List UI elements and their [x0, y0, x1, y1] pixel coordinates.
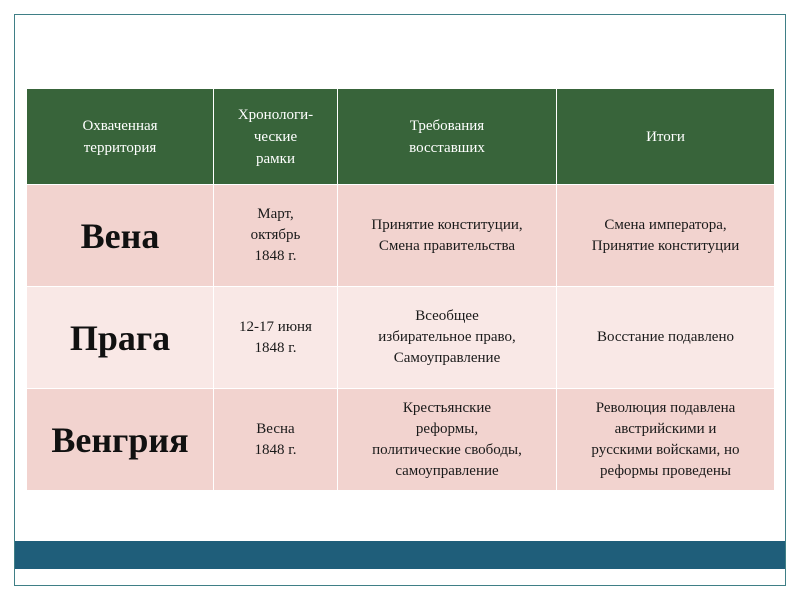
dates-cell: Весна 1848 г.	[214, 389, 338, 491]
demands-cell: Крестьянские реформы, политические свободы, самоуправление	[338, 389, 557, 491]
table-row-prague	[27, 287, 775, 389]
table-row-hungary	[27, 389, 775, 491]
city-cell: Прага	[27, 287, 214, 389]
dates-cell: Март, октябрь 1848 г.	[214, 185, 338, 287]
results-cell: Революция подавлена австрийскими и русскими войсками, но реформы проведены	[557, 389, 775, 491]
table-row-vienna	[27, 185, 775, 287]
header-chronology: Хронологи- ческие рамки	[214, 89, 338, 185]
header-row	[27, 89, 775, 185]
uprisings-table	[26, 88, 775, 491]
header-results: Итоги	[557, 89, 775, 185]
header-demands: Требования восставших	[338, 89, 557, 185]
bottom-bar	[15, 541, 785, 569]
city-cell: Венгрия	[27, 389, 214, 491]
header-territory: Охваченная территория	[27, 89, 214, 185]
results-cell: Восстание подавлено	[557, 287, 775, 389]
dates-cell: 12-17 июня 1848 г.	[214, 287, 338, 389]
demands-cell: Всеобщее избирательное право, Самоуправление	[338, 287, 557, 389]
demands-cell: Принятие конституции, Смена правительства	[338, 185, 557, 287]
city-cell: Вена	[27, 185, 214, 287]
results-cell: Смена императора, Принятие конституции	[557, 185, 775, 287]
